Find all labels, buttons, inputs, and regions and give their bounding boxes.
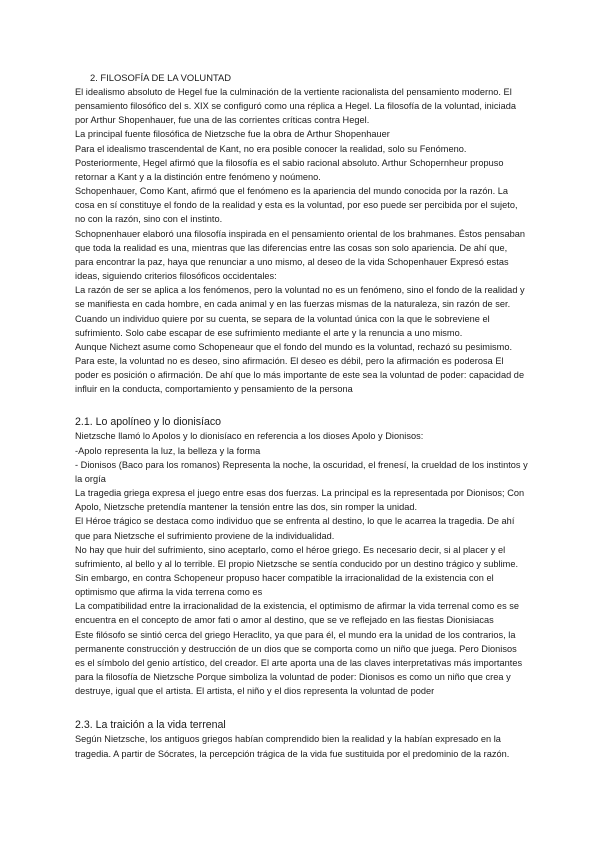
section-heading-filosofia-voluntad: 2. FILOSOFÍA DE LA VOLUNTAD [90,72,232,83]
paragraph: La compatibilidad entre la irracionalidad de la existencia, el optimismo de afirmar la vida terrenal como es se encuentra en el concepto de amor fati o amor al destino, que se ve reflejado en las fiestas Dionisiacas [75,601,520,626]
paragraph: Schopnenhauer elaboró una filosofía inspirada en el pensamiento oriental de los brahmanes. Éstos pensaban que toda la realidad es una, mientras que las diferencias entre las cosas son solo apariencia. De ahí que, para encontrar la paz, haya que renunciar a uno mismo, al deseo de la vida Schopenhauer Expresó estas ideas, siguiendo criterios filosóficos occidentales: [75,228,526,282]
paragraph: La tragedia griega expresa el juego entre esas dos fuerzas. La principal es la representada por Dionisos; Con Apolo, Nietzsche pretendía mantener la tensión entre las dos, sin romper la unidad. [75,488,525,513]
paragraph: El Héroe trágico se destaca como individuo que se enfrenta al destino, lo que le acarrea la tragedia. De ahí que para Nietzsche el sufrimiento proviene de la individualidad. [75,516,515,541]
paragraph: - Dionisos (Baco para los romanos) Representa la noche, la oscuridad, el frenesí, la crueldad de los instintos y la orgía [75,459,528,484]
paragraph: -Apolo representa la luz, la belleza y la forma [75,445,261,456]
spacer [75,396,528,415]
spacer [75,698,528,718]
paragraph: Nietzsche llamó lo Apolos y lo dionisíaco en referencia a los dioses Apolo y Dionisos: [75,431,424,442]
paragraph: Según Nietzsche, los antiguos griegos habían comprendido bien la realidad y la habían expresado en la tragedia. A partir de Sócrates, la percepción trágica de la vida fue sustituida por el predominio de la razón. [75,734,510,759]
paragraph: La razón de ser se aplica a los fenómenos, pero la voluntad no es un fenómeno, sino el fondo de la realidad y se manifiesta en cada hombre, en cada animal y en las fuerzas mismas de la naturaleza, sin razón de ser. Cuando un individuo quiere por su cuenta, se separa de la voluntad única con la que le sobreviene el sufrimiento. Solo cabe escapar de ese sufrimiento mediante el arte y la renuncia a uno mismo. [75,285,525,338]
section-heading-traicion-vida-terrenal: 2.3. La traición a la vida terrenal [75,719,226,732]
section-heading-apolineo-dionisiaco: 2.1. Lo apolíneo y lo dionisíaco [75,416,222,429]
paragraph: La principal fuente filosófica de Nietzsche fue la obra de Arthur Shopenhauer [75,129,390,140]
paragraph: Posteriormente, Hegel afirmó que la filosofía es el sabio racional absoluto. Arthur Schopernheur propuso retornar a Kant y a la distinción entre fenómeno y noúmeno. [75,157,504,182]
paragraph: No hay que huir del sufrimiento, sino aceptarlo, como el héroe griego. Es necesario decir, si al placer y el sufrimiento, al bello y al lo terrible. El propio Nietzsche se sentía conducido por un destino trágico y sublime. Sin embargo, en contra Schopeneur propuso hacer compatible la irracionalidad de la existencia con el optimismo que afirma la vida terrena como es [75,544,519,598]
paragraph: Este filósofo se sintió cerca del griego Heraclito, ya que para él, el mundo era la unidad de los contrarios, la permanente construcción y destrucción de un dios que se comporta como un niño que juega. Pero Dionisos es el símbolo del genio artístico, del creador. El arte aporta una de las claves interpretativas más importantes para la filosofía de Nietzsche Porque simboliza la voluntad de poder: Dionisos es como un niño que crea y destruye, igual que el artista. El artista, el niño y el dios representa la voluntad de poder [75,629,523,697]
paragraph: Schopenhauer, Como Kant, afirmó que el fenómeno es la apariencia del mundo conocida por la razón. La cosa en sí constituye el fondo de la realidad y esta es la voluntad, por eso puede ser percibida por el sujeto, no con la razón, sino con el instinto. [75,186,518,225]
paragraph: Para el idealismo trascendental de Kant, no era posible conocer la realidad, solo su Fenómeno. [75,143,467,154]
paragraph: Aunque Nichezt asume como Schopeneaur que el fondo del mundo es la voluntad, rechazó su pesimismo. Para este, la voluntad no es deseo, sino afirmación. El deseo es débil, pero la afirmación es poderosa El poder es posición o afirmación. De ahí que lo más importante de este sea la voluntad de poder: capacidad de influir en la conducta, comportamiento y pensamiento de la persona [75,341,525,395]
paragraph: El idealismo absoluto de Hegel fue la culminación de la vertiente racionalista del pensamiento moderno. El pensamiento filosófico del s. XIX se configuró como una réplica a Hegel. La filosofía de la voluntad, iniciada por Arthur Shopenhauer, fue una de las corrientes críticas contra Hegel. [75,87,516,126]
